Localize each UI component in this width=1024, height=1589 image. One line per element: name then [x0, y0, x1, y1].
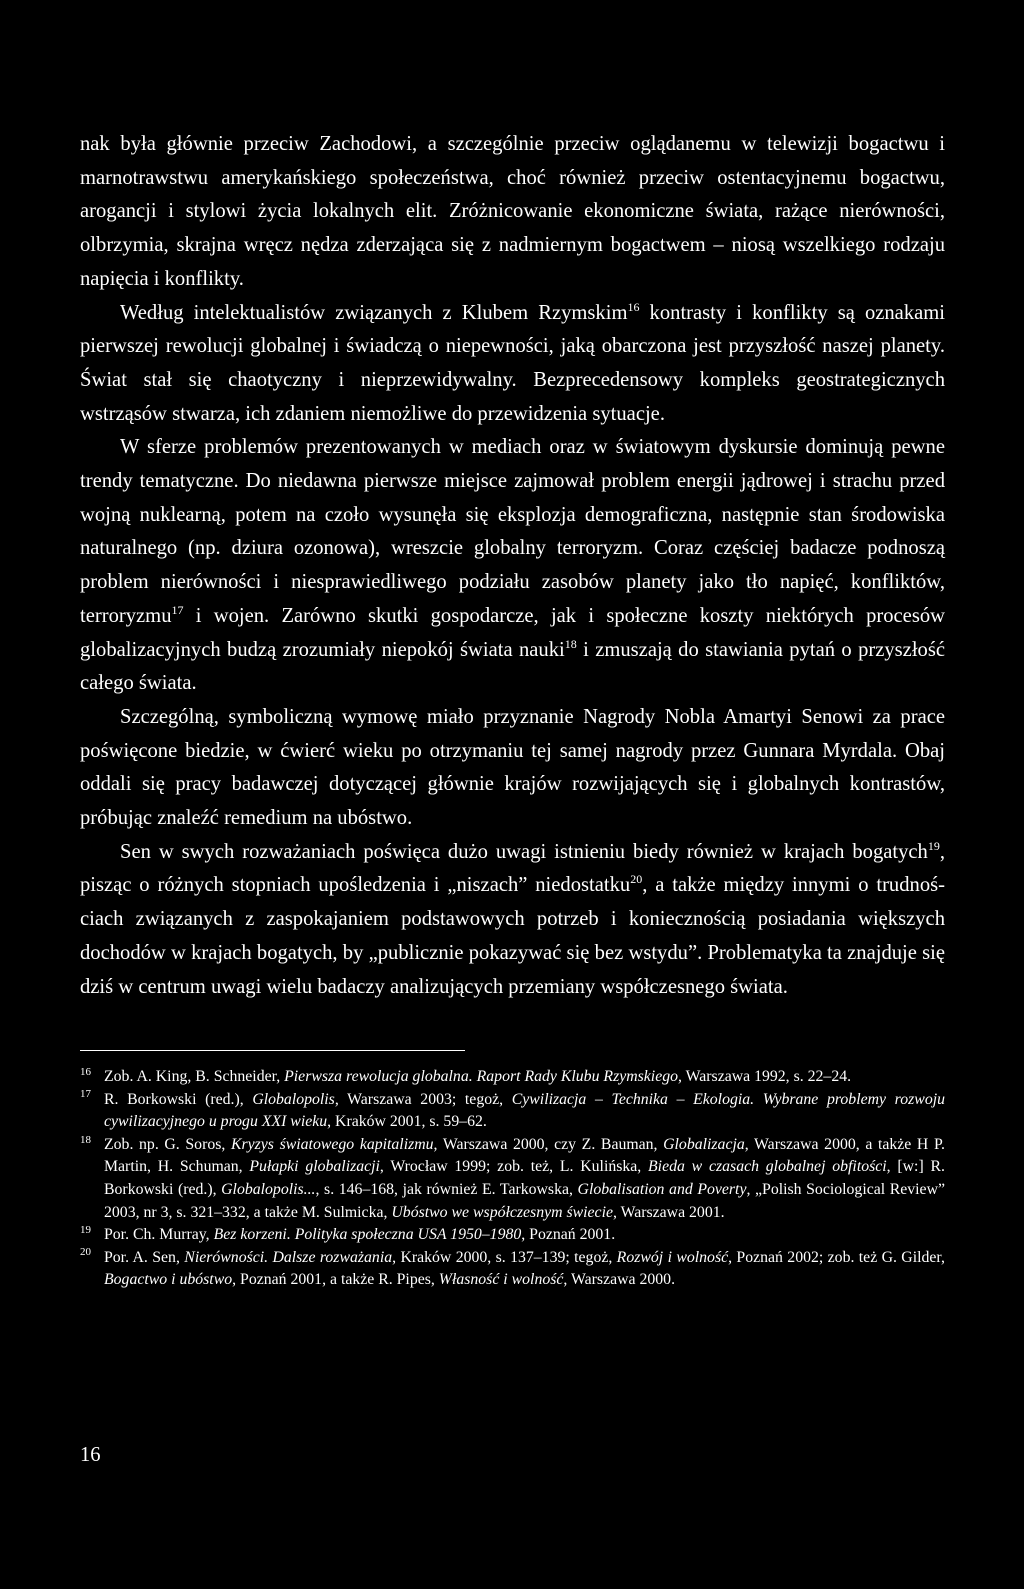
- footnote-separator: [80, 1050, 465, 1051]
- main-text: [80, 128, 945, 1004]
- footnote-18: 18 Zob. np. G. Soros, Kryzys światowego kapitalizmu, Warszawa 2000, czy Z. Bauman, Globalizacja, Warszawa 2000, a także H P. Martin, H. Schuman, Pułapki globalizacji, Wrocław 1999; zob. też, L. Kulińska, Bieda w czasach globalnej obfitości, [w:] R. Borkowski (red.), Globalopolis..., s. 146–168, jak również E. Tarkowska, Globalisation and Poverty, „Polish Sociological Review” 2003, nr 3, s. 321–332, a także M. Sulmicka, Ubóstwo we współczesnym świecie, Warszawa 2001.: [80, 1133, 945, 1221]
- footnote-ref-19[interactable]: 19: [927, 838, 940, 853]
- paragraph-1: nak była głównie przeciw Zachodowi, a szczególnie przeciw oglądanemu w telewizji bogactwu i marnotrawstwu amerykańskiego społeczeństwa, choć również przeciw ostentacyjnemu bogactwu, arogancji i stylowi życia lokalnych elit. Zróżnicowanie ekonomiczne świata, rażące nierówności, olbrzymia, skrajna wręcz nędza zderzająca się z nadmiernym bogactwem – niosą wszelkiego rodzaju napięcia i konflikty.: [80, 133, 945, 290]
- footnote-ref-18[interactable]: 18: [564, 636, 577, 651]
- paragraph-2: Według intelektualistów związanych z Klubem Rzymskim$^{16}$ kontrasty i konflikty są oznakami pierwszej rewolucji globalnej i świadczą o niepewności, jaką obarczona jest przyszłość naszej planety. Świat stał się chaotyczny i nieprzewidywalny. Bezprecedensowy kompleks geostrategicznych wstrząsów stwarza, ich zdaniem niemożliwe do przewidzenia sytuacje.: [80, 299, 946, 425]
- footnote-17: 17 R. Borkowski (red.), Globalopolis, Warszawa 2003; tegoż, Cywilizacja – Technika – Ekologia. Wybrane problemy rozwoju cywilizacyjnego u progu XXI wieku, Kraków 2001, s. 59–62.: [80, 1088, 945, 1131]
- paragraph-5: Sen w swych rozważaniach poświęca dużo uwagi istnieniu biedy również w krajach bogatych$^{19}$, pisząc o różnych stopniach upośledzenia i „niszach” niedostatku$^{20}$, a także między innymi o trudnoś- ciach związanych z zaspokajaniem podstawowych potrzeb i koniecznością posiadania większych dochodów w krajach bogatych, by „publicznie pokazywać się bez wstydu”. Problematyka ta znajduje się dziś w centrum uwagi wielu badaczy analizujących przemiany współczesnego świata.: [80, 838, 945, 998]
- footnotes: [80, 1066, 945, 1292]
- page-number: 16: [80, 1444, 101, 1466]
- footnote-ref-17[interactable]: 17: [171, 602, 184, 617]
- footnote-19: 19 Por. Ch. Murray, Bez korzeni. Polityka społeczna USA 1950–1980, Poznań 2001.: [80, 1223, 616, 1244]
- footnote-ref-20[interactable]: 20: [630, 872, 643, 887]
- footnote-16: 16 Zob. A. King, B. Schneider, Pierwsza rewolucja globalna. Raport Rady Klubu Rzymskiego, Warszawa 1992, s. 22–24.: [80, 1065, 852, 1085]
- footnote-ref-16[interactable]: 16: [627, 299, 640, 314]
- paragraph-4: Szczególną, symboliczną wymowę miało przyznanie Nagrody Nobla Amartyi Senowi za prace poświęcone biedzie, w ćwierć wieku po otrzymaniu tej samej nagrody przez Gunnara Myrdala. Obaj oddali się pracy badawczej dotyczącej głównie krajów rozwijających się i globalnych kontrastów, próbując znaleźć remedium na ubóstwo.: [80, 705, 945, 830]
- footnote-20: 20 Por. A. Sen, Nierówności. Dalsze rozważania, Kraków 2000, s. 137–139; tegoż, Rozwój i wolność, Poznań 2002; zob. też G. Gilder, Bogactwo i ubóstwo, Poznań 2001, a także R. Pipes, Własność i wolność, Warszawa 2000.: [80, 1246, 945, 1289]
- page-body: [80, 128, 945, 1004]
- paragraph-3: W sferze problemów prezentowanych w mediach oraz w światowym dyskursie dominują pewne trendy tematyczne. Do niedawna pierwsze miejsce zajmował problem energii jądrowej i strachu przed wojną nuklearną, potem na czoło wysunęła się eksplozja demograficzna, następnie stan środowiska naturalnego (np. dziura ozonowa), wreszcie globalny terroryzm. Coraz częściej badacze podnoszą problem nierówności i niesprawiedliwego podziału zasobów planety jako tło napięć, konfliktów, terroryzmu$^{17}$ i wojen. Zarówno skutki gospodarcze, jak i społeczne koszty niektórych procesów globalizacyjnych budzą zrozumiały niepokój świata nauki$^{18}$ i zmuszają do stawiania pytań o przyszłość całego świata.: [80, 436, 945, 695]
